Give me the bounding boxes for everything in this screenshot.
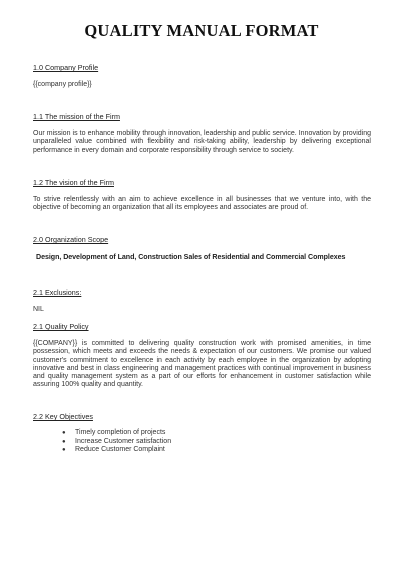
scope-heading: 2.0 Organization Scope bbox=[33, 235, 109, 244]
exclusions-heading: 2.1 Exclusions: bbox=[33, 288, 82, 297]
list-item bbox=[33, 429, 171, 438]
scope-text: Design, Development of Land, Construction Sales of Residential and Commercial Complexes bbox=[36, 253, 346, 261]
bullet-icon: ● bbox=[62, 430, 66, 436]
document-title: QUALITY MANUAL FORMAT bbox=[84, 21, 319, 40]
bullet-icon: ● bbox=[62, 447, 66, 454]
exclusions-text: NIL bbox=[33, 306, 44, 313]
list-item-label: Increase Customer satisfaction bbox=[75, 437, 172, 445]
vision-heading: 1.2 The vision of the Firm bbox=[33, 178, 114, 187]
key-objectives-list bbox=[33, 429, 171, 455]
mission-heading: 1.1 The mission of the Firm bbox=[33, 112, 120, 121]
quality-policy-text: {{COMPANY}} is committed to delivering quality construction work with promised amenities, in time possession, which meets and exceeds the needs & expectation of our customers. We promise our valued customer's commitment to excellence in each activity by each employee in the organization by adopting innovative and best in class engineering and management practices with continual improvement in business and quality management system as a part of our efforts for enhancement in customer satisfaction while assuring 100% quality and quantity. bbox=[33, 340, 371, 389]
list-item bbox=[33, 438, 171, 447]
mission-text: Our mission is to enhance mobility through innovation, leadership and public service. Innovation by providing unparalleled value combined with flexibility and risk-taking ability, leadership by delivering exceptional performance in every domain and corporate responsibility through service to society. bbox=[33, 130, 371, 154]
list-item-label: Reduce Customer Complaint bbox=[75, 446, 165, 454]
key-objectives-heading: 2.2 Key Objectives bbox=[33, 412, 93, 421]
company-profile-heading: 1.0 Company Profile bbox=[33, 63, 99, 72]
company-profile-placeholder: {{company profile}} bbox=[33, 81, 92, 88]
vision-text: To strive relentlessly with an aim to achieve excellence in all businesses that we venture into, with the objective of becoming an organization that all its employees and associates are proud of. bbox=[33, 196, 371, 212]
quality-policy-heading: 2.1 Quality Policy bbox=[33, 322, 89, 331]
list-item bbox=[33, 446, 171, 455]
list-item-label: Timely completion of projects bbox=[75, 429, 166, 436]
bullet-icon: ● bbox=[62, 438, 66, 445]
